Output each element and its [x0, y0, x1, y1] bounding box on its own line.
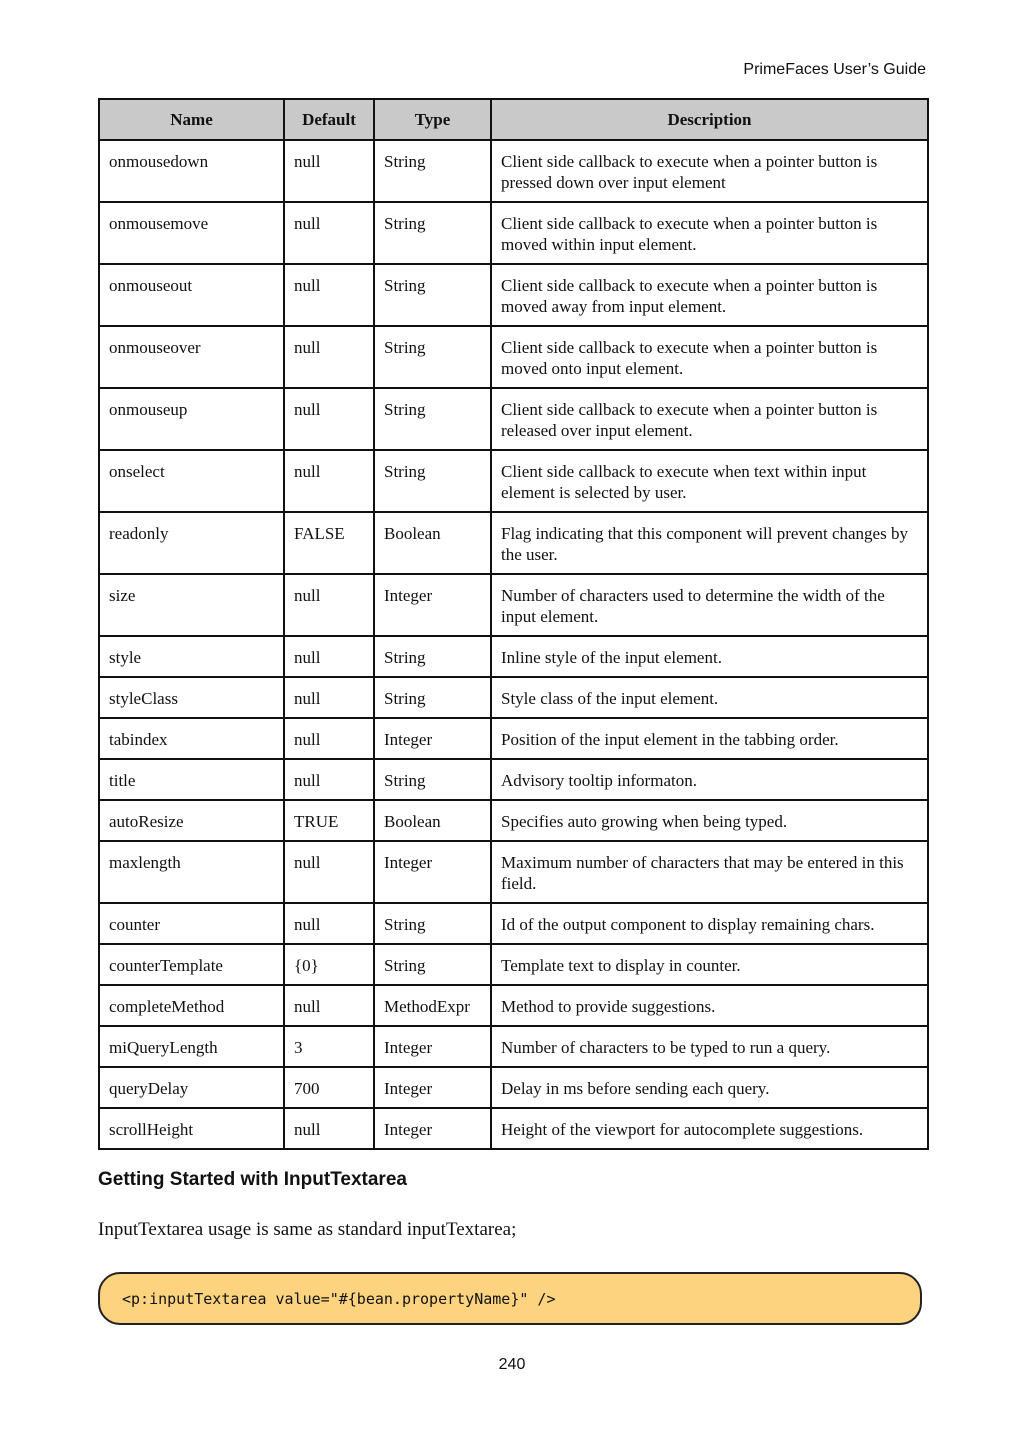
table-row	[99, 985, 928, 1026]
cell-type: MethodExpr	[374, 985, 491, 1026]
cell-name: onmouseout	[99, 264, 284, 326]
cell-default: null	[284, 636, 374, 677]
cell-description: Number of characters used to determine the width of the input element.	[491, 574, 928, 636]
cell-name: tabindex	[99, 718, 284, 759]
cell-type: String	[374, 264, 491, 326]
cell-type: Integer	[374, 718, 491, 759]
table-row	[99, 636, 928, 677]
cell-type: String	[374, 944, 491, 985]
table-row	[99, 326, 928, 388]
cell-name: style	[99, 636, 284, 677]
cell-default: null	[284, 985, 374, 1026]
cell-name: onmouseup	[99, 388, 284, 450]
cell-type: String	[374, 388, 491, 450]
column-header-type: Type	[374, 99, 491, 140]
body-paragraph: InputTextarea usage is same as standard inputTextarea;	[98, 1219, 517, 1240]
table-row	[99, 574, 928, 636]
cell-description: Maximum number of characters that may be entered in this field.	[491, 841, 928, 903]
cell-default: null	[284, 903, 374, 944]
cell-name: miQueryLength	[99, 1026, 284, 1067]
cell-description: Number of characters to be typed to run a query.	[491, 1026, 928, 1067]
cell-name: completeMethod	[99, 985, 284, 1026]
cell-description: Specifies auto growing when being typed.	[491, 800, 928, 841]
cell-description: Id of the output component to display remaining chars.	[491, 903, 928, 944]
cell-type: String	[374, 202, 491, 264]
table-row	[99, 718, 928, 759]
column-header-default: Default	[284, 99, 374, 140]
cell-name: autoResize	[99, 800, 284, 841]
cell-description: Client side callback to execute when a pointer button is moved within input element.	[491, 202, 928, 264]
cell-type: Integer	[374, 574, 491, 636]
table-row	[99, 944, 928, 985]
cell-description: Flag indicating that this component will prevent changes by the user.	[491, 512, 928, 574]
cell-name: counterTemplate	[99, 944, 284, 985]
cell-description: Client side callback to execute when a pointer button is moved away from input element.	[491, 264, 928, 326]
cell-type: String	[374, 450, 491, 512]
cell-default: null	[284, 450, 374, 512]
cell-description: Height of the viewport for autocomplete suggestions.	[491, 1108, 928, 1149]
table-row	[99, 903, 928, 944]
cell-default: null	[284, 718, 374, 759]
cell-type: Integer	[374, 1067, 491, 1108]
cell-default: null	[284, 759, 374, 800]
table-row	[99, 388, 928, 450]
page-number: 240	[498, 1356, 526, 1373]
code-text: <p:inputTextarea value="#{bean.propertyName}" />	[122, 1289, 556, 1308]
cell-type: String	[374, 326, 491, 388]
cell-description: Client side callback to execute when a pointer button is released over input element.	[491, 388, 928, 450]
cell-default: null	[284, 388, 374, 450]
cell-default: null	[284, 574, 374, 636]
cell-type: Boolean	[374, 800, 491, 841]
table-row	[99, 512, 928, 574]
cell-name: readonly	[99, 512, 284, 574]
cell-type: Integer	[374, 841, 491, 903]
cell-default: 3	[284, 1026, 374, 1067]
table-row	[99, 841, 928, 903]
cell-default: null	[284, 264, 374, 326]
table-header-row	[99, 99, 928, 140]
cell-default: TRUE	[284, 800, 374, 841]
cell-default: null	[284, 326, 374, 388]
table-row	[99, 677, 928, 718]
table-row	[99, 264, 928, 326]
cell-type: String	[374, 759, 491, 800]
cell-description: Position of the input element in the tabbing order.	[491, 718, 928, 759]
cell-type: String	[374, 903, 491, 944]
cell-default: null	[284, 677, 374, 718]
cell-type: Integer	[374, 1026, 491, 1067]
cell-description: Client side callback to execute when a pointer button is moved onto input element.	[491, 326, 928, 388]
cell-type: String	[374, 140, 491, 202]
column-header-name: Name	[99, 99, 284, 140]
cell-default: null	[284, 1108, 374, 1149]
table-row	[99, 800, 928, 841]
cell-name: counter	[99, 903, 284, 944]
column-header-description: Description	[491, 99, 928, 140]
table-row	[99, 450, 928, 512]
cell-default: null	[284, 202, 374, 264]
cell-name: maxlength	[99, 841, 284, 903]
table-row	[99, 1026, 928, 1067]
table-row	[99, 1108, 928, 1149]
cell-description: Client side callback to execute when a pointer button is pressed down over input element	[491, 140, 928, 202]
cell-description: Template text to display in counter.	[491, 944, 928, 985]
cell-default: null	[284, 140, 374, 202]
cell-type: String	[374, 677, 491, 718]
cell-name: size	[99, 574, 284, 636]
cell-type: Boolean	[374, 512, 491, 574]
table-row	[99, 202, 928, 264]
table-row	[99, 759, 928, 800]
code-block	[98, 1272, 922, 1325]
cell-description: Client side callback to execute when text within input element is selected by user.	[491, 450, 928, 512]
cell-description: Method to provide suggestions.	[491, 985, 928, 1026]
cell-description: Style class of the input element.	[491, 677, 928, 718]
cell-name: onmousedown	[99, 140, 284, 202]
cell-description: Delay in ms before sending each query.	[491, 1067, 928, 1108]
cell-name: queryDelay	[99, 1067, 284, 1108]
cell-description: Inline style of the input element.	[491, 636, 928, 677]
cell-name: onselect	[99, 450, 284, 512]
cell-default: FALSE	[284, 512, 374, 574]
table-row	[99, 1067, 928, 1108]
section-heading: Getting Started with InputTextarea	[98, 1169, 407, 1190]
running-header: PrimeFaces User’s Guide	[743, 61, 926, 78]
cell-default: null	[284, 841, 374, 903]
cell-type: Integer	[374, 1108, 491, 1149]
cell-default: 700	[284, 1067, 374, 1108]
cell-name: title	[99, 759, 284, 800]
attributes-table	[98, 98, 929, 1150]
cell-name: styleClass	[99, 677, 284, 718]
cell-name: scrollHeight	[99, 1108, 284, 1149]
cell-name: onmouseover	[99, 326, 284, 388]
cell-name: onmousemove	[99, 202, 284, 264]
table-row	[99, 140, 928, 202]
cell-type: String	[374, 636, 491, 677]
cell-description: Advisory tooltip informaton.	[491, 759, 928, 800]
cell-default: {0}	[284, 944, 374, 985]
